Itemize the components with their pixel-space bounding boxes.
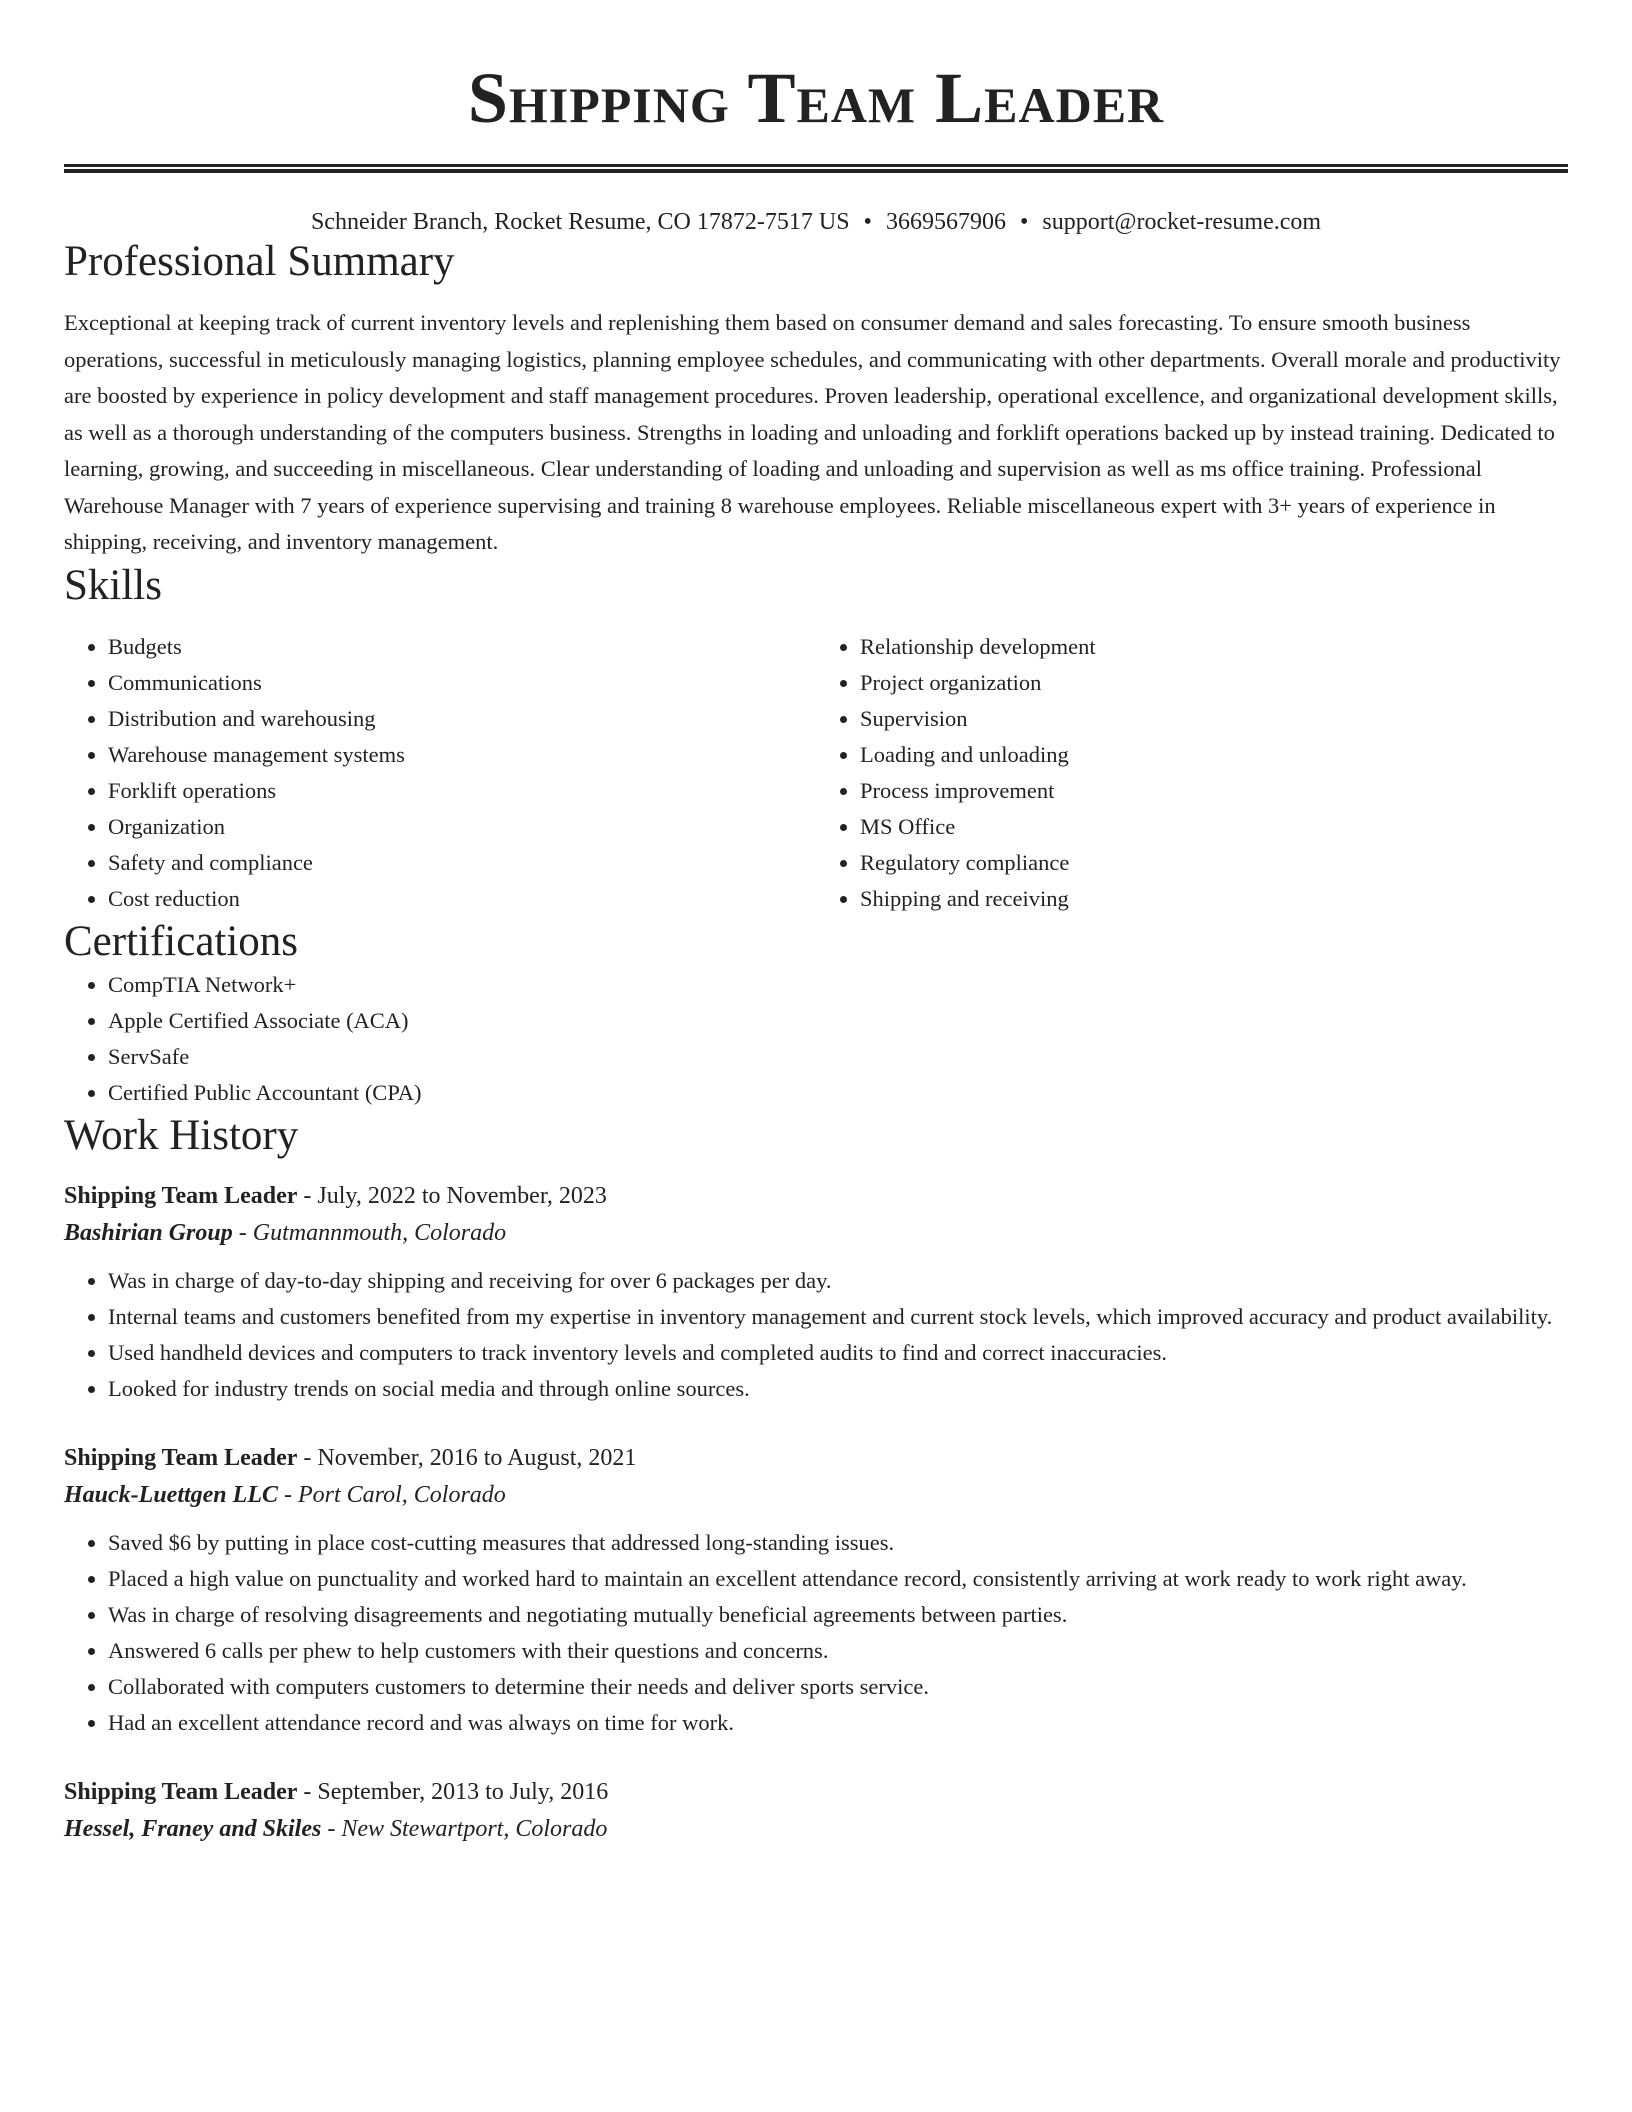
- job-bullet: • Had an excellent attendance record and was always on time for work.: [108, 1705, 1568, 1741]
- job-bullet: • Was in charge of resolving disagreements and negotiating mutually beneficial agreements between parties.: [108, 1597, 1568, 1633]
- work-history-heading: Work History: [64, 1111, 299, 1159]
- skill-item: • Process improvement: [860, 773, 1568, 809]
- job-dates: - July, 2022 to November, 2023: [297, 1182, 607, 1209]
- certifications-heading: Certifications: [64, 917, 299, 965]
- job-dates: - November, 2016 to August, 2021: [297, 1444, 637, 1471]
- skill-item: • Relationship development: [860, 629, 1568, 665]
- job-bullet: • Internal teams and customers benefited from my expertise in inventory management and current stock levels, which improved accuracy and product availability.: [108, 1299, 1568, 1335]
- skill-item: • Loading and unloading: [860, 737, 1568, 773]
- job-bullet: • Answered 6 calls per phew to help customers with their questions and concerns.: [108, 1633, 1568, 1669]
- skills-list-right: [816, 629, 1568, 917]
- job-role: Shipping Team Leader: [64, 1778, 298, 1805]
- job-company-line: [64, 1213, 1568, 1253]
- title-divider: [64, 164, 1568, 173]
- job-location: - New Stewartport, Colorado: [321, 1815, 608, 1842]
- job-bullet: • Saved $6 by putting in place cost-cutting measures that addressed long-standing issues.: [108, 1525, 1568, 1561]
- contact-phone: 3669567906: [885, 209, 1006, 235]
- job-role: Shipping Team Leader: [64, 1444, 298, 1471]
- skill-item: • Budgets: [108, 629, 816, 665]
- job-company-line: [64, 1475, 1568, 1515]
- contact-line: [64, 207, 1568, 237]
- job-location: - Port Carol, Colorado: [277, 1481, 506, 1508]
- contact-separator: •: [1019, 209, 1029, 235]
- contact-address: Schneider Branch, Rocket Resume, CO 17872-7517 US: [310, 209, 850, 235]
- summary-heading: Professional Summary: [64, 238, 455, 285]
- job-bullet: • Was in charge of day-to-day shipping and receiving for over 6 packages per day.: [108, 1263, 1568, 1299]
- job-entry: [64, 1775, 1568, 1849]
- skill-item: • Project organization: [860, 665, 1568, 701]
- certification-item: • CompTIA Network+: [108, 967, 1568, 1003]
- job-bullets: [64, 1525, 1568, 1741]
- job-bullets: [64, 1263, 1568, 1407]
- job-title-line: [64, 1775, 1568, 1809]
- resume-page: [64, 0, 1568, 1849]
- contact-email[interactable]: support@rocket-resume.com: [1042, 209, 1322, 235]
- skill-item: • Shipping and receiving: [860, 881, 1568, 917]
- job-company: Hessel, Franey and Skiles: [64, 1815, 322, 1842]
- skills-list-left: [64, 629, 816, 917]
- resume-title: Shipping Team Leader: [467, 58, 1165, 138]
- job-bullet: • Looked for industry trends on social media and through online sources.: [108, 1371, 1568, 1407]
- contact-separator: •: [863, 209, 872, 235]
- skill-item: • Safety and compliance: [108, 845, 816, 881]
- job-entry: [64, 1441, 1568, 1741]
- skill-item: • Supervision: [860, 701, 1568, 737]
- job-entry: [64, 1179, 1568, 1407]
- skill-item: • Organization: [108, 809, 816, 845]
- certification-item: • Apple Certified Associate (ACA): [108, 1003, 1568, 1039]
- skill-item: • Warehouse management systems: [108, 737, 816, 773]
- certification-item: • Certified Public Accountant (CPA): [108, 1075, 1568, 1111]
- skill-item: • Distribution and warehousing: [108, 701, 816, 737]
- job-bullet: • Used handheld devices and computers to track inventory levels and completed audits to find and correct inaccuracies.: [108, 1335, 1568, 1371]
- skill-item: • MS Office: [860, 809, 1568, 845]
- certification-item: • ServSafe: [108, 1039, 1568, 1075]
- skill-item: • Forklift operations: [108, 773, 816, 809]
- skills-heading: Skills: [64, 561, 162, 609]
- job-company: Hauck-Luettgen LLC: [64, 1481, 278, 1508]
- skill-item: • Cost reduction: [108, 881, 816, 917]
- job-role: Shipping Team Leader: [64, 1182, 298, 1209]
- skill-item: • Regulatory compliance: [860, 845, 1568, 881]
- job-bullet: • Placed a high value on punctuality and worked hard to maintain an excellent attendance record, consistently arriving at work ready to work right away.: [108, 1561, 1568, 1597]
- job-company: Bashirian Group: [64, 1219, 233, 1246]
- job-title-line: [64, 1441, 1568, 1475]
- skill-item: • Communications: [108, 665, 816, 701]
- skills-columns: [64, 629, 1568, 917]
- job-title-line: [64, 1179, 1568, 1213]
- job-location: - Gutmannmouth, Colorado: [232, 1219, 507, 1246]
- summary-text: Exceptional at keeping track of current inventory levels and replenishing them based on consumer demand and sales forecasting. To ensure smooth business operations, successful in meticulously managing logistics, planning employee schedules, and communicating with other departments. Overall morale and productivity are boosted by experience in policy development and staff management procedures. Proven leadership, operational excellence, and organizational development skills, as well as a thorough understanding of the computers business. Strengths in loading and unloading and forklift operations backed up by instead training. Dedicated to learning, growing, and succeeding in miscellaneous. Clear understanding of loading and unloading and supervision as well as ms office training. Professional Warehouse Manager with 7 years of experience supervising and training 8 warehouse employees. Reliable miscellaneous expert with 3+ years of experience in shipping, receiving, and inventory management.: [64, 310, 1561, 554]
- job-dates: - September, 2013 to July, 2016: [297, 1778, 609, 1805]
- job-company-line: [64, 1809, 1568, 1849]
- certifications-list: [64, 967, 1568, 1111]
- job-bullet: • Collaborated with computers customers to determine their needs and deliver sports service.: [108, 1669, 1568, 1705]
